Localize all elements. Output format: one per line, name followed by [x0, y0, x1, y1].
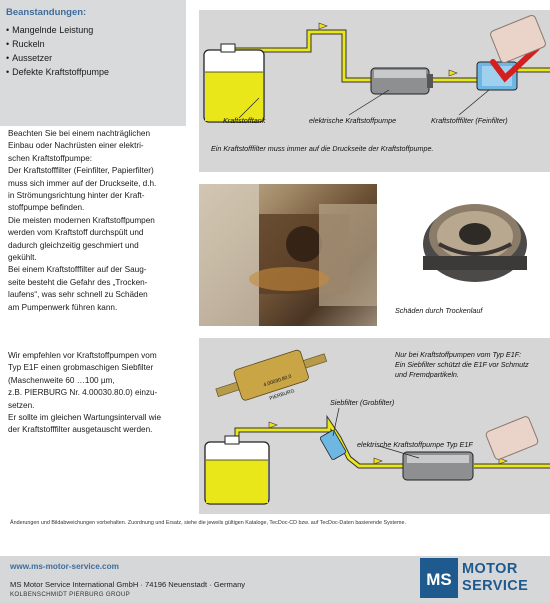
ms-logo-svg: [420, 558, 458, 598]
fuel-system-diagram-bottom: [199, 338, 550, 514]
fuel-system-diagram-top: [199, 10, 550, 172]
damage-disk-svg: [389, 184, 550, 326]
recommendation-text: [8, 350, 190, 437]
logo-text-motor: MOTOR: [462, 561, 518, 577]
logo-text-service: SERVICE: [462, 578, 529, 594]
label-e1f-pump: elektrische Kraftstoffpumpe Typ E1F: [357, 440, 473, 449]
label-sieve-filter: Siebfilter (Grobfilter): [330, 398, 395, 407]
recommendation-paragraph: Wir empfehlen vor Kraftstoffpumpen vom Typ E1F einen grobmaschigen Siebfilter (Maschenweite 60 …100 µm, z.B. PIERBURG Nr. 4.00030.80.0) einzu- setzen. Er sollte im gleichen Wartungsintervall wie der Kraftstofffilter ausgetauscht werden.: [8, 351, 162, 435]
label-electric-pump: elektrische Kraftstoffpumpe: [309, 116, 397, 125]
e1f-note: Nur bei Kraftstoffpumpen vom Typ E1F: Ein Siebfilter schützt die E1F vor Schmutz und Fremdpartikeln.: [395, 350, 529, 379]
flow-arrow-icon: [449, 70, 457, 76]
flow-arrow-icon: [269, 422, 277, 428]
complaints-title: Beanstandungen:: [6, 7, 87, 18]
instructions-paragraph: Beachten Sie bei einem nachträglichen Einbau oder Nachrüsten einer elektri- schen Kraftstoffpumpe: Der Kraftstofffilter (Feinfilter, Papierfilter) muss sich immer auf der Druckseite, d.h. in Strömungsrichtung hinter der Kraft- stoffpumpe befinden. Die meisten modernen Kraftstoffpumpen werden vom Kraftstoff durchspült und dadurch gleichzeitig geschmiert und gekühlt. Bei einem Kraftstofffilter auf der Saug- seite besteht die Gefahr des „Trocken- laufens“, was sehr schnell zu Schäden am Pumpenwerk führen kann.: [8, 129, 157, 312]
footer-company: MS Motor Service International GmbH · 74196 Neuenstadt · Germany: [10, 580, 246, 589]
corroded-pump-photo: [199, 184, 377, 326]
complaint-item: • Defekte Kraftstoffpumpe: [6, 65, 180, 79]
disclaimer-footnote: Änderungen und Bildabweichungen vorbehalten. Zuordnung und Ersatz, siehe die jeweils gültigen Kataloge, TecDoc-CD bzw. auf TecDoc-Daten basierende Systeme.: [10, 520, 406, 526]
footer-url[interactable]: www.ms-motor-service.com: [10, 562, 119, 571]
instructions-text: [8, 128, 190, 314]
svg-text:MS: MS: [426, 570, 452, 589]
filter-part-number: 4.00030.80.0: [262, 373, 293, 389]
diagram-top-caption: Ein Kraftstofffilter muss immer auf die Druckseite der Kraftstoffpumpe.: [211, 144, 434, 153]
filter-brand: PIERBURG: [268, 388, 296, 402]
damage-caption: Schäden durch Trockenlauf: [395, 306, 483, 315]
complaint-item: • Ruckeln: [6, 37, 180, 51]
corroded-pump-svg: [199, 184, 377, 326]
complaint-item: • Aussetzer: [6, 51, 180, 65]
complaint-item: • Mangelnde Leistung: [6, 23, 180, 37]
complaints-box: [0, 0, 186, 126]
footer-group: KOLBENSCHMIDT PIERBURG GROUP: [10, 591, 131, 598]
ms-logo-icon: [420, 558, 458, 598]
flow-arrow-icon: [374, 458, 382, 464]
flow-arrow-icon: [319, 23, 327, 29]
damage-photo: [389, 184, 550, 326]
sieve-filter: [320, 430, 347, 461]
label-fine-filter: Kraftstofffilter (Feinfilter): [431, 116, 508, 125]
label-fuel-tank: Kraftstofftank: [223, 116, 266, 125]
complaints-list: [6, 23, 180, 79]
